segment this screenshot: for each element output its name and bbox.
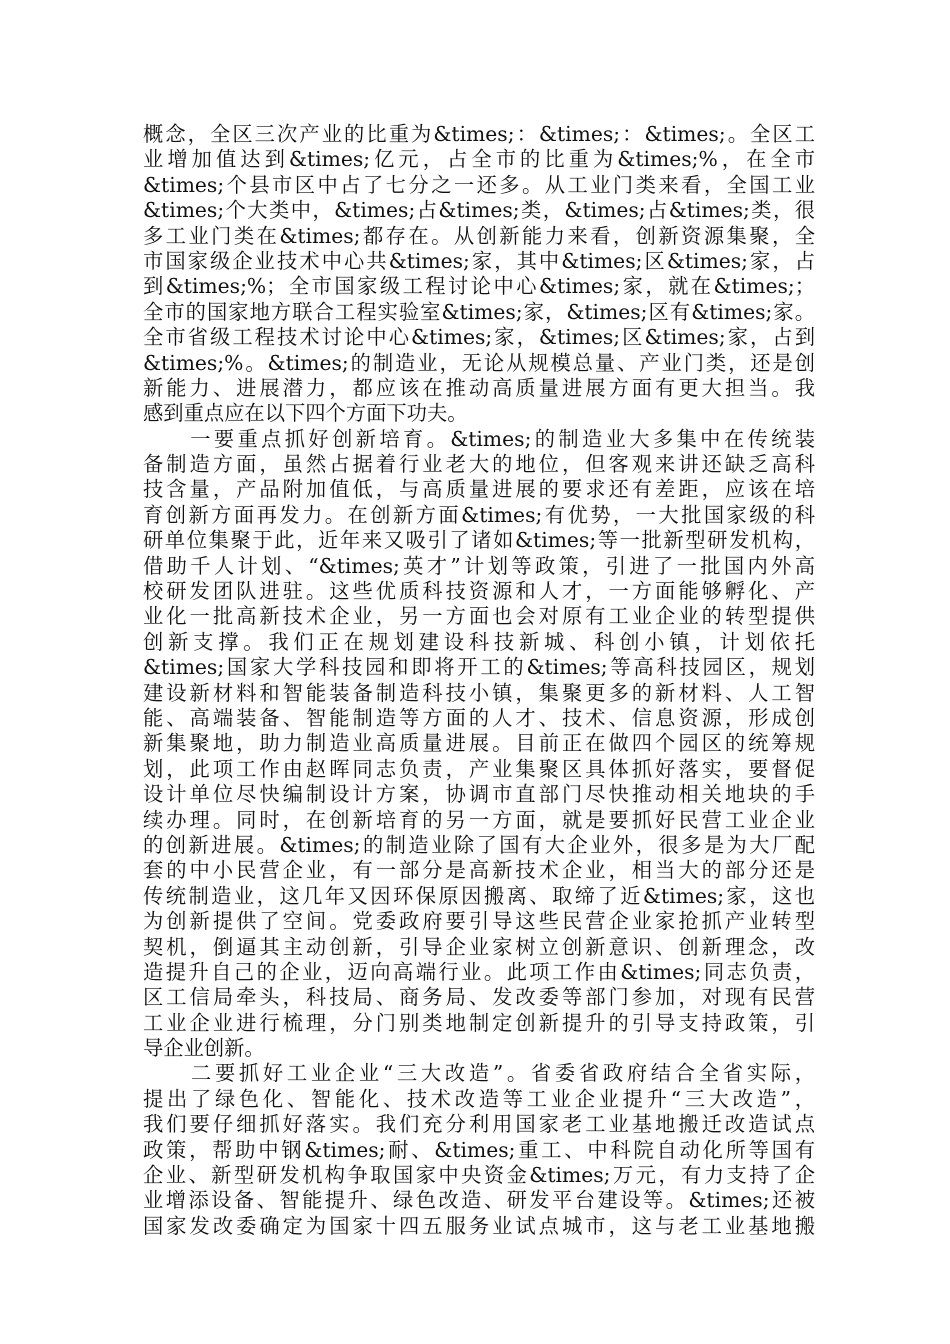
text-line: 政策，帮助中钢&times;耐、&times;重工、中科院自动化所等国有 <box>143 1137 815 1162</box>
text-line: 区工信局牵头，科技局、商务局、发改委等部门参加，对现有民营 <box>143 985 815 1010</box>
body-text <box>143 122 815 1239</box>
text-line: 研单位集聚于此，近年来又吸引了诸如&times;等一批新型研发机构， <box>143 528 815 553</box>
text-line: 传统制造业，这几年又因环保原因搬离、取缔了近&times;家，这也 <box>143 883 815 908</box>
text-line: 的创新进展。&times;的制造业除了国有大企业外，很多是为大厂配 <box>143 832 815 857</box>
text-line: 技含量，产品附加值低，与高质量进展的要求还有差距，应该在培 <box>143 477 815 502</box>
text-line: 创新支撑。我们正在规划建设科技新城、科创小镇，计划依托 <box>143 629 815 654</box>
text-line: &times;个大类中，&times;占&times;类，&times;占&times;类，很 <box>143 198 815 223</box>
text-line: 校研发团队进驻。这些优质科技资源和人才，一方面能够孵化、产 <box>143 579 815 604</box>
text-line: 到&times;%；全市国家级工程讨论中心&times;家，就在&times;； <box>143 274 815 299</box>
text-line: 导企业创新。 <box>143 1036 265 1061</box>
text-line: 套的中小民营企业，有一部分是高新技术企业，相当大的部分还是 <box>143 858 815 883</box>
text-line: 工业企业进行梳理，分门别类地制定创新提升的引导支持政策，引 <box>143 1010 815 1035</box>
text-line: 为创新提供了空间。党委政府要引导这些民营企业家抢抓产业转型 <box>143 909 815 934</box>
text-line: &times;国家大学科技园和即将开工的&times;等高科技园区，规划 <box>143 655 815 680</box>
text-line: 续办理。同时，在创新培育的另一方面，就是要抓好民营工业企业 <box>143 807 815 832</box>
text-line: 造提升自己的企业，迈向高端行业。此项工作由&times;同志负责， <box>143 959 815 984</box>
text-line: 业化一批高新技术企业，另一方面也会对原有工业企业的转型提供 <box>143 604 815 629</box>
text-line: 业增添设备、智能提升、绿色改造、研发平台建设等。&times;还被 <box>143 1188 815 1213</box>
text-line: 新能力、进展潜力，都应该在推动高质量进展方面有更大担当。我 <box>143 375 815 400</box>
text-line: 能、高端装备、智能制造等方面的人才、技术、信息资源，形成创 <box>143 705 815 730</box>
text-line: 概念，全区三次产业的比重为&times;：&times;：&times;。全区工 <box>143 122 815 146</box>
text-line: &times;个县市区中占了七分之一还多。从工业门类来看，全国工业 <box>143 172 815 197</box>
text-line: 企业、新型研发机构争取国家中央资金&times;万元，有力支持了企 <box>143 1163 815 1188</box>
text-line: 全市省级工程技术讨论中心&times;家，&times;区&times;家，占到 <box>143 325 815 350</box>
text-line: 二要抓好工业企业“三大改造”。省委省政府结合全省实际， <box>143 1061 815 1086</box>
text-line: 全市的国家地方联合工程实验室&times;家，&times;区有&times;家。 <box>143 299 815 324</box>
text-line: 一要重点抓好创新培育。&times;的制造业大多集中在传统装 <box>143 426 815 451</box>
text-line: 建设新材料和智能装备制造科技小镇，集聚更多的新材料、人工智 <box>143 680 815 705</box>
text-line: 业增加值达到&times;亿元，占全市的比重为&times;%，在全市 <box>143 147 815 172</box>
text-line: 契机，倒逼其主动创新，引导企业家树立创新意识、创新理念，改 <box>143 934 815 959</box>
text-line: 新集聚地，助力制造业高质量进展。目前正在做四个园区的统筹规 <box>143 731 815 756</box>
text-line: &times;%。&times;的制造业，无论从规模总量、产业门类，还是创 <box>143 350 815 375</box>
text-line: 备制造方面，虽然占据着行业老大的地位，但客观来讲还缺乏高科 <box>143 452 815 477</box>
text-line: 借助千人计划、“&times;英才”计划等政策，引进了一批国内外高 <box>143 553 815 578</box>
text-line: 划，此项工作由赵晖同志负责，产业集聚区具体抓好落实，要督促 <box>143 756 815 781</box>
text-line: 感到重点应在以下四个方面下功夫。 <box>143 401 468 426</box>
text-line: 提出了绿色化、智能化、技术改造等工业企业提升“三大改造”， <box>143 1086 815 1111</box>
text-line: 市国家级企业技术中心共&times;家，其中&times;区&times;家，占 <box>143 248 815 273</box>
text-line: 我们要仔细抓好落实。我们充分利用国家老工业基地搬迁改造试点 <box>143 1112 815 1137</box>
text-line: 国家发改委确定为国家十四五服务业试点城市，这与老工业基地搬 <box>143 1213 815 1238</box>
text-line: 设计单位尽快编制设计方案，协调市直部门尽快推动相关地块的手 <box>143 782 815 807</box>
text-line: 育创新方面再发力。在创新方面&times;有优势，一大批国家级的科 <box>143 502 815 527</box>
text-line: 多工业门类在&times;都存在。从创新能力来看，创新资源集聚，全 <box>143 223 815 248</box>
